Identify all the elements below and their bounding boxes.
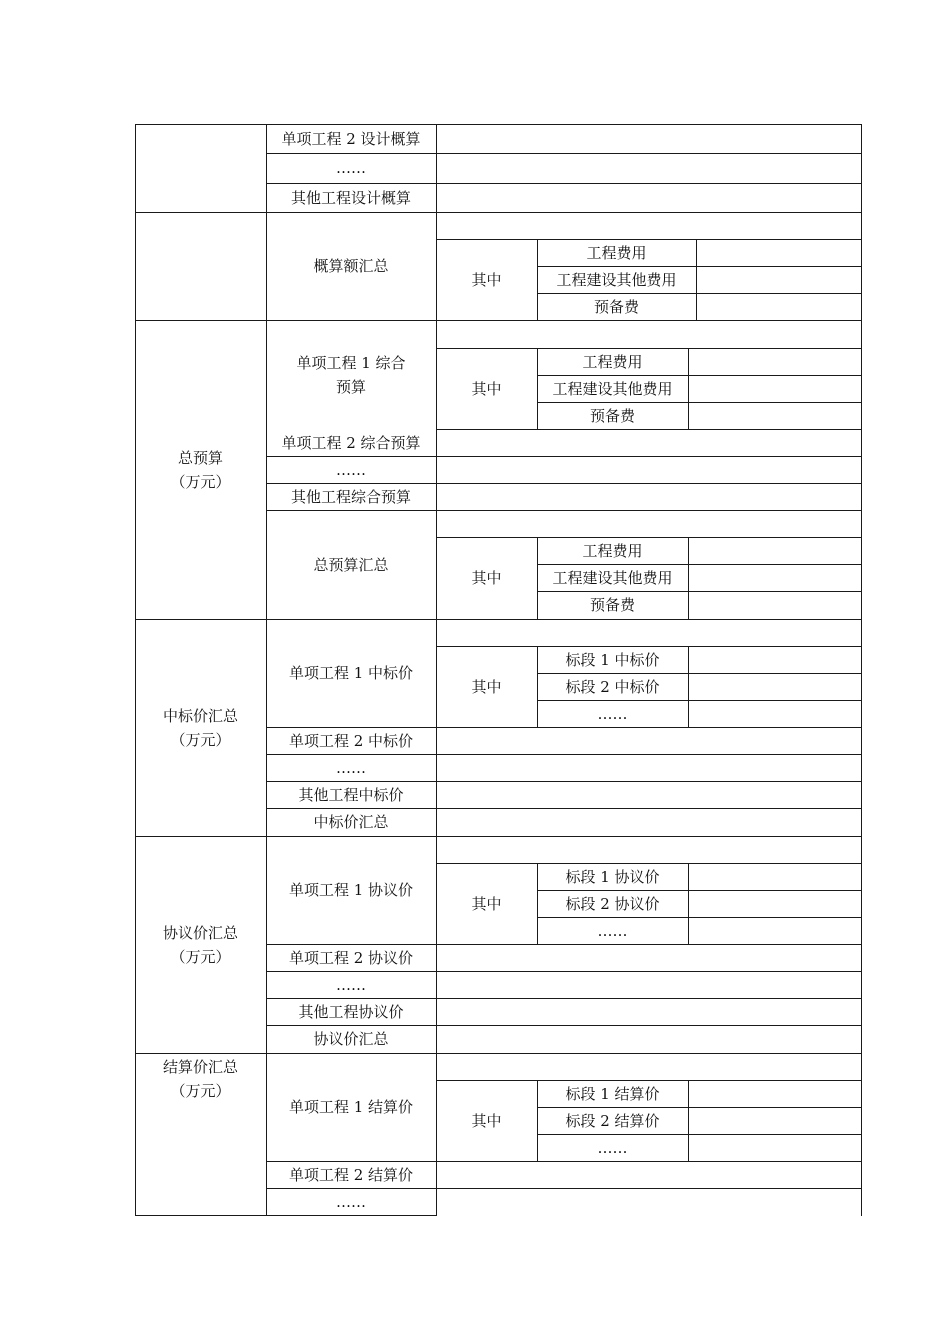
- agr-sec1-label: 标段 1 协议价: [565, 867, 660, 886]
- bid-item2-label: 单项工程 2 中标价: [288, 731, 414, 750]
- bid-sec1-label: 标段 1 中标价: [565, 650, 660, 669]
- set-sec2-label: 标段 2 结算价: [565, 1111, 660, 1130]
- design-item2-label: 单项工程 2 设计概算: [281, 129, 421, 148]
- set-item1-label: 单项工程 1 结算价: [288, 1098, 414, 1116]
- budget-reserve-label: 预备费: [589, 406, 635, 425]
- set-sec1-label: 标段 1 结算价: [565, 1084, 660, 1103]
- agr-dots-label: ……: [336, 975, 366, 994]
- design-other-label: 其他工程设计概算: [290, 188, 411, 207]
- agr-total-label: 协议价汇总: [313, 1030, 389, 1048]
- bid-sec-dots-label: ……: [597, 704, 628, 723]
- bid-of-which-label: 其中: [471, 677, 502, 696]
- agr-sec2-label: 标段 2 协议价: [565, 894, 660, 913]
- agr-of-which-label: 其中: [471, 894, 502, 913]
- agr-item2-label: 单项工程 2 协议价: [288, 948, 414, 967]
- budget-item2-label: 单项工程 2 综合预算: [281, 433, 421, 452]
- bid-sec2-label: 标段 2 中标价: [565, 677, 660, 696]
- table-rule: [688, 537, 689, 620]
- bid-total-label: 中标价汇总: [313, 813, 389, 831]
- table-rule: [135, 124, 862, 125]
- agr-item1-label: 单项工程 1 协议价: [288, 881, 414, 899]
- bid-other-label: 其他工程中标价: [298, 785, 404, 804]
- table-rule: [135, 1053, 862, 1054]
- budget-other-fee-label: 工程建设其他费用: [552, 379, 673, 398]
- budget-of-which-label: 其中: [471, 379, 502, 398]
- agr-group-label: 协议价汇总 （万元）: [162, 923, 238, 966]
- table-rule: [688, 646, 689, 728]
- table-rule: [436, 429, 862, 430]
- budget-total-of-which-label: 其中: [471, 569, 502, 587]
- set-of-which-label: 其中: [471, 1111, 502, 1130]
- set-sec-dots-label: ……: [597, 1138, 628, 1157]
- bid-dots-label: ……: [336, 758, 366, 777]
- budget-eng-fee-label: 工程费用: [582, 352, 643, 371]
- est-total-label: 概算额汇总: [313, 257, 389, 275]
- budget-group-label: 总预算 （万元）: [170, 448, 231, 491]
- agr-other-label: 其他工程协议价: [298, 1002, 404, 1021]
- table-rule: [135, 1215, 437, 1216]
- table-rule: [861, 124, 862, 1216]
- set-dots-label: ……: [336, 1192, 366, 1211]
- bid-group-label: 中标价汇总 （万元）: [162, 706, 238, 749]
- budget-item1-label: 单项工程 1 综合 预算: [296, 354, 406, 396]
- table-rule: [688, 1080, 689, 1162]
- budget-total-other-fee-label: 工程建设其他费用: [552, 568, 673, 587]
- est-other-fee-label: 工程建设其他费用: [556, 270, 677, 289]
- table-rule: [696, 239, 697, 321]
- est-reserve-label: 预备费: [593, 297, 639, 316]
- bid-item1-label: 单项工程 1 中标价: [288, 664, 414, 682]
- budget-other-label: 其他工程综合预算: [290, 487, 411, 506]
- agr-sec-dots-label: ……: [597, 921, 628, 940]
- table-rule: [135, 212, 862, 213]
- design-dots-label: ……: [336, 159, 366, 177]
- budget-total-eng-fee-label: 工程费用: [582, 541, 643, 560]
- est-eng-fee-label: 工程费用: [586, 243, 647, 262]
- est-of-which-label: 其中: [471, 270, 502, 289]
- set-item2-label: 单项工程 2 结算价: [288, 1165, 414, 1184]
- budget-dots-label: ……: [336, 460, 366, 479]
- budget-total-reserve-label: 预备费: [589, 596, 635, 614]
- budget-total-label: 总预算汇总: [313, 555, 389, 574]
- table-rule: [688, 348, 689, 430]
- table-rule: [688, 863, 689, 945]
- set-group-label: 结算价汇总 （万元）: [162, 1058, 238, 1100]
